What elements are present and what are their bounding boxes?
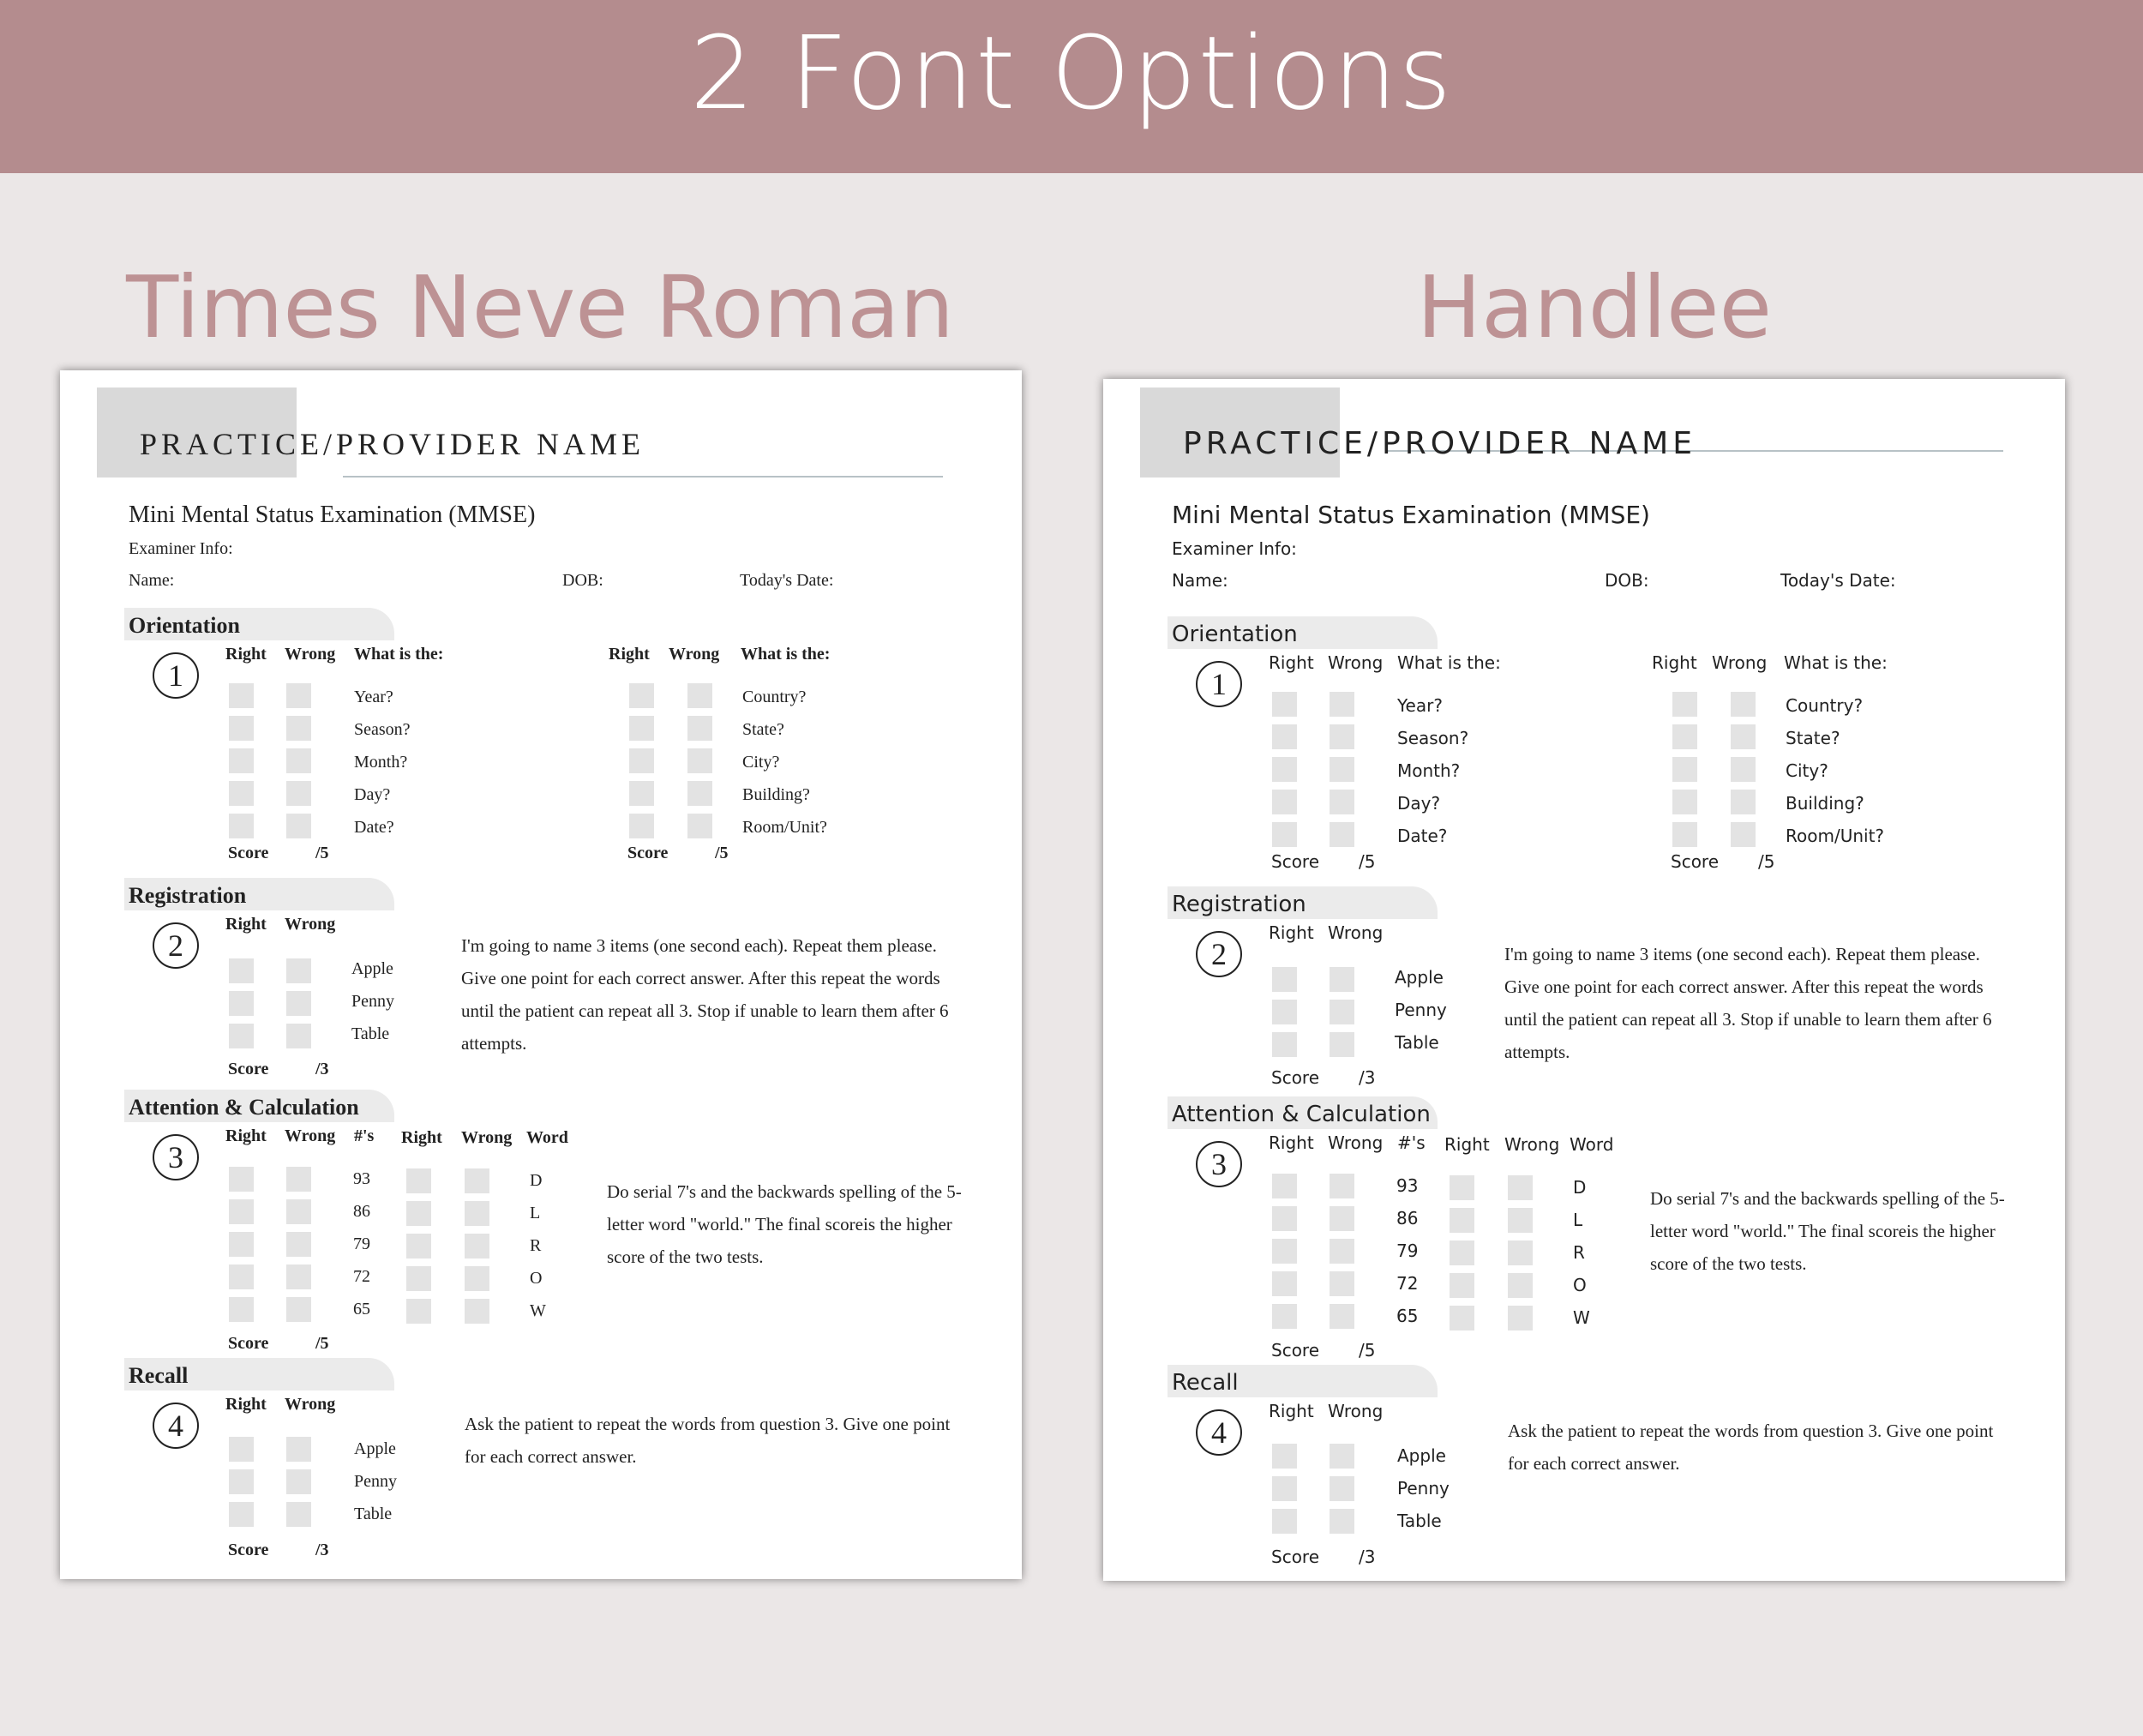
- checkbox: [1272, 757, 1297, 782]
- list-item-letters: R: [530, 1236, 542, 1255]
- date-label: Today's Date:: [1780, 570, 1896, 591]
- col-right: Right: [401, 1128, 442, 1147]
- score-label: Score: [228, 1334, 269, 1353]
- checkbox: [229, 991, 254, 1016]
- checkbox: [1330, 692, 1354, 717]
- list-item-orientation-right: Country?: [742, 688, 807, 706]
- section-heading-attention: Attention & Calculation: [1172, 1102, 1431, 1127]
- section-number-orientation: 1: [1196, 661, 1242, 707]
- list-item-serial: 79: [353, 1234, 370, 1253]
- checkbox: [286, 1297, 311, 1322]
- col-right: Right: [1444, 1134, 1490, 1155]
- col-wrong: Wrong: [1328, 922, 1384, 943]
- checkbox: [629, 781, 654, 806]
- checkbox: [286, 683, 311, 708]
- checkbox: [286, 1437, 311, 1462]
- list-item-recall: Apple: [1397, 1445, 1446, 1466]
- col-right: Right: [225, 1126, 267, 1145]
- checkbox: [687, 716, 712, 741]
- form-preview-handlee: [1103, 379, 2065, 1581]
- list-item-registration: Table: [351, 1024, 390, 1043]
- section-heading-orientation: Orientation: [1172, 622, 1298, 647]
- section-number-recall: 4: [1196, 1409, 1242, 1456]
- score-max: /5: [315, 844, 329, 862]
- col-wrong: Wrong: [1504, 1134, 1560, 1155]
- list-item-orientation-right: Building?: [1786, 793, 1864, 814]
- list-item-orientation-left: Date?: [1397, 826, 1448, 846]
- list-item-orientation-left: Day?: [1397, 793, 1441, 814]
- checkbox: [1272, 822, 1297, 847]
- checkbox: [1731, 724, 1756, 749]
- list-item-orientation-left: Year?: [354, 688, 393, 706]
- col-wrong: Wrong: [285, 645, 336, 664]
- score-max: /5: [1758, 851, 1775, 872]
- score-label: Score: [1271, 851, 1320, 872]
- score-label: Score: [228, 1060, 269, 1078]
- col-wrong: Wrong: [461, 1128, 513, 1147]
- checkbox: [286, 958, 311, 983]
- checkbox: [465, 1299, 489, 1324]
- provider-name: PRACTICE/PROVIDER NAME: [1183, 426, 1696, 461]
- list-item-orientation-left: Month?: [354, 753, 408, 772]
- checkbox: [286, 1199, 311, 1224]
- checkbox: [229, 1297, 254, 1322]
- col-wrong: Wrong: [1712, 652, 1768, 673]
- col-nums: #'s: [354, 1126, 375, 1145]
- registration-instructions: I'm going to name 3 items (one second each). Repeat them please. Give one point for each correct answer. After this repeat the words until the patient can repeat all 3. Stop if unable to learn them after 6 attempts.: [1504, 944, 1992, 1062]
- col-what: What is the:: [741, 645, 831, 664]
- checkbox: [406, 1299, 431, 1324]
- checkbox: [1672, 822, 1697, 847]
- score-max: /3: [1359, 1067, 1376, 1088]
- registration-instructions: I'm going to name 3 items (one second each). Repeat them please. Give one point for each correct answer. After this repeat the words until the patient can repeat all 3. Stop if unable to learn them after 6 attempts.: [461, 935, 949, 1054]
- checkbox: [286, 716, 311, 741]
- col-nums: #'s: [1397, 1132, 1426, 1153]
- list-item-orientation-right: Room/Unit?: [742, 818, 827, 837]
- list-item-serial: 79: [1396, 1240, 1419, 1261]
- list-item-serial: 86: [353, 1202, 370, 1221]
- checkbox: [229, 716, 254, 741]
- list-item-recall: Table: [354, 1505, 393, 1523]
- col-wrong: Wrong: [285, 1126, 336, 1145]
- checkbox: [1508, 1208, 1533, 1233]
- exam-title: Mini Mental Status Examination (MMSE): [1172, 501, 1650, 529]
- list-item-serial: 93: [1396, 1175, 1419, 1196]
- checkbox: [1672, 790, 1697, 814]
- list-item-orientation-left: Month?: [1397, 760, 1461, 781]
- col-what: What is the:: [354, 645, 444, 664]
- score-label: Score: [1671, 851, 1720, 872]
- section-number-recall: 4: [153, 1403, 199, 1449]
- attention-instructions: Do serial 7's and the backwards spelling of the 5-letter word "world." The final scoreis the higher score of the two tests.: [1650, 1188, 2005, 1274]
- checkbox: [629, 814, 654, 838]
- exam-title: Mini Mental Status Examination (MMSE): [129, 502, 536, 528]
- checkbox: [1672, 724, 1697, 749]
- checkbox: [1272, 1476, 1297, 1501]
- checkbox: [229, 1199, 254, 1224]
- checkbox: [406, 1201, 431, 1226]
- list-item-registration: Table: [1395, 1032, 1439, 1053]
- list-item-registration: Penny: [1395, 1000, 1447, 1020]
- col-what: What is the:: [1784, 652, 1888, 673]
- dob-label: DOB:: [562, 571, 603, 590]
- checkbox: [1330, 967, 1354, 992]
- checkbox: [1272, 1174, 1297, 1198]
- list-item-registration: Apple: [351, 959, 393, 978]
- checkbox: [1330, 1239, 1354, 1264]
- checkbox: [286, 1469, 311, 1494]
- checkbox: [1508, 1240, 1533, 1265]
- list-item-registration: Apple: [1395, 967, 1444, 988]
- checkbox: [286, 991, 311, 1016]
- checkbox: [1450, 1175, 1474, 1200]
- checkbox: [406, 1168, 431, 1193]
- checkbox: [1330, 724, 1354, 749]
- score-label: Score: [1271, 1340, 1320, 1361]
- col-wrong: Wrong: [285, 915, 336, 934]
- section-number-attention: 3: [1196, 1141, 1242, 1187]
- banner-title: 2 Font Options: [689, 14, 1454, 132]
- checkbox: [229, 781, 254, 806]
- list-item-recall: Penny: [354, 1472, 397, 1491]
- section-number-orientation: 1: [153, 652, 199, 699]
- checkbox: [1330, 757, 1354, 782]
- list-item-serial: 72: [1396, 1273, 1419, 1294]
- header-banner: [0, 0, 2143, 173]
- checkbox: [1272, 692, 1297, 717]
- section-number-attention: 3: [153, 1134, 199, 1180]
- checkbox: [229, 1437, 254, 1462]
- checkbox: [286, 1232, 311, 1257]
- checkbox: [229, 814, 254, 838]
- checkbox: [1450, 1273, 1474, 1298]
- score-label: Score: [627, 844, 669, 862]
- col-right: Right: [1269, 1132, 1314, 1153]
- checkbox: [629, 748, 654, 773]
- checkbox: [229, 1264, 254, 1289]
- checkbox: [465, 1201, 489, 1226]
- list-item-orientation-left: Season?: [354, 720, 411, 739]
- score-max: /5: [315, 1334, 329, 1353]
- score-max: /3: [315, 1060, 329, 1078]
- col-right: Right: [1652, 652, 1697, 673]
- checkbox: [1508, 1175, 1533, 1200]
- checkbox: [1330, 1509, 1354, 1534]
- score-max: /3: [315, 1541, 329, 1559]
- list-item-letters: D: [1573, 1177, 1587, 1198]
- checkbox: [1272, 967, 1297, 992]
- checkbox: [286, 1167, 311, 1192]
- col-right: Right: [1269, 652, 1314, 673]
- recall-instructions: Ask the patient to repeat the words from question 3. Give one point for each correct answer.: [1508, 1421, 1994, 1474]
- section-number-registration: 2: [153, 922, 199, 969]
- list-item-orientation-right: City?: [1786, 760, 1828, 781]
- section-heading-orientation: Orientation: [129, 613, 240, 638]
- checkbox: [229, 683, 254, 708]
- list-item-letters: W: [530, 1301, 546, 1320]
- checkbox: [465, 1168, 489, 1193]
- list-item-orientation-right: Country?: [1786, 695, 1864, 716]
- checkbox: [1272, 1271, 1297, 1296]
- list-item-serial: 86: [1396, 1208, 1419, 1228]
- checkbox: [1272, 1304, 1297, 1329]
- checkbox: [1330, 1174, 1354, 1198]
- col-wrong: Wrong: [1328, 1132, 1384, 1153]
- list-item-recall: Penny: [1397, 1478, 1450, 1499]
- col-word: Word: [526, 1128, 568, 1147]
- checkbox: [286, 748, 311, 773]
- checkbox: [1272, 1239, 1297, 1264]
- list-item-serial: 93: [353, 1169, 370, 1188]
- list-item-serial: 65: [1396, 1306, 1419, 1326]
- section-heading-registration: Registration: [1172, 892, 1306, 917]
- list-item-serial: 72: [353, 1267, 370, 1286]
- list-item-orientation-right: City?: [742, 753, 780, 772]
- checkbox: [1272, 790, 1297, 814]
- list-item-letters: R: [1573, 1242, 1585, 1263]
- list-item-orientation-right: State?: [1786, 728, 1840, 748]
- checkbox: [406, 1234, 431, 1258]
- checkbox: [1731, 757, 1756, 782]
- checkbox: [1731, 790, 1756, 814]
- section-heading-recall: Recall: [1172, 1370, 1239, 1396]
- checkbox: [1672, 692, 1697, 717]
- col-right: Right: [225, 915, 267, 934]
- checkbox: [1450, 1208, 1474, 1233]
- checkbox: [229, 1502, 254, 1527]
- checkbox: [1272, 1444, 1297, 1469]
- checkbox: [229, 958, 254, 983]
- list-item-orientation-left: Year?: [1397, 695, 1443, 716]
- list-item-letters: L: [530, 1204, 541, 1222]
- col-right: Right: [225, 645, 267, 664]
- checkbox: [229, 1167, 254, 1192]
- section-heading-recall: Recall: [129, 1363, 189, 1388]
- checkbox: [1731, 692, 1756, 717]
- list-item-letters: O: [530, 1269, 543, 1288]
- checkbox: [286, 814, 311, 838]
- checkbox: [1508, 1273, 1533, 1298]
- recall-instructions: Ask the patient to repeat the words from question 3. Give one point for each correct answer.: [465, 1414, 951, 1467]
- checkbox: [286, 781, 311, 806]
- list-item-orientation-left: Season?: [1397, 728, 1469, 748]
- list-item-serial: 65: [353, 1300, 370, 1319]
- checkbox: [1450, 1240, 1474, 1265]
- checkbox: [1330, 1271, 1354, 1296]
- col-right: Right: [609, 645, 650, 664]
- score-label: Score: [228, 1541, 269, 1559]
- provider-name: PRACTICE/PROVIDER NAME: [140, 427, 645, 461]
- score-label: Score: [1271, 1547, 1320, 1567]
- score-max: /5: [715, 844, 729, 862]
- col-wrong: Wrong: [1328, 1401, 1384, 1421]
- checkbox: [286, 1264, 311, 1289]
- checkbox: [1272, 1206, 1297, 1231]
- col-right: Right: [1269, 1401, 1314, 1421]
- examiner-info: Examiner Info:: [1172, 538, 1297, 559]
- col-wrong: Wrong: [285, 1395, 336, 1414]
- checkbox: [687, 748, 712, 773]
- checkbox: [406, 1266, 431, 1291]
- form-preview-times: [60, 370, 1022, 1579]
- list-item-orientation-left: Day?: [354, 785, 391, 804]
- checkbox: [1330, 1000, 1354, 1024]
- checkbox: [229, 1024, 254, 1048]
- list-item-recall: Apple: [354, 1439, 396, 1458]
- col-right: Right: [1269, 922, 1314, 943]
- checkbox: [1450, 1306, 1474, 1331]
- checkbox: [629, 683, 654, 708]
- section-heading-registration: Registration: [129, 883, 247, 908]
- date-label: Today's Date:: [740, 571, 834, 590]
- score-label: Score: [1271, 1067, 1320, 1088]
- checkbox: [1330, 1304, 1354, 1329]
- attention-instructions: Do serial 7's and the backwards spelling of the 5-letter word "world." The final scoreis the higher score of the two tests.: [607, 1181, 962, 1267]
- checkbox: [687, 683, 712, 708]
- checkbox: [1330, 1206, 1354, 1231]
- left-font-label: Times Neve Roman: [126, 257, 954, 357]
- checkbox: [465, 1234, 489, 1258]
- checkbox: [687, 814, 712, 838]
- list-item-orientation-right: Room/Unit?: [1786, 826, 1885, 846]
- dob-label: DOB:: [1605, 570, 1649, 591]
- col-wrong: Wrong: [1328, 652, 1384, 673]
- score-max: /3: [1359, 1547, 1376, 1567]
- checkbox: [1330, 1476, 1354, 1501]
- checkbox: [1672, 757, 1697, 782]
- col-what: What is the:: [1397, 652, 1501, 673]
- checkbox: [629, 716, 654, 741]
- checkbox: [1272, 1509, 1297, 1534]
- list-item-letters: O: [1573, 1275, 1587, 1295]
- checkbox: [1330, 822, 1354, 847]
- checkbox: [687, 781, 712, 806]
- list-item-recall: Table: [1397, 1511, 1442, 1531]
- col-word: Word: [1570, 1134, 1614, 1155]
- list-item-letters: D: [530, 1171, 543, 1190]
- score-max: /5: [1359, 851, 1376, 872]
- list-item-orientation-right: Building?: [742, 785, 810, 804]
- col-right: Right: [225, 1395, 267, 1414]
- checkbox: [1508, 1306, 1533, 1331]
- checkbox: [1330, 1032, 1354, 1057]
- checkbox: [1272, 1000, 1297, 1024]
- checkbox: [286, 1502, 311, 1527]
- score-max: /5: [1359, 1340, 1376, 1361]
- name-label: Name:: [129, 571, 175, 590]
- checkbox: [229, 1469, 254, 1494]
- list-item-orientation-right: State?: [742, 720, 784, 739]
- list-item-letters: W: [1573, 1307, 1590, 1328]
- header-rule: [343, 476, 943, 478]
- section-number-registration: 2: [1196, 931, 1242, 977]
- checkbox: [1330, 790, 1354, 814]
- checkbox: [1272, 1032, 1297, 1057]
- score-label: Score: [228, 844, 269, 862]
- col-wrong: Wrong: [669, 645, 720, 664]
- checkbox: [286, 1024, 311, 1048]
- name-label: Name:: [1172, 570, 1228, 591]
- section-heading-attention: Attention & Calculation: [129, 1095, 359, 1120]
- checkbox: [1731, 822, 1756, 847]
- checkbox: [465, 1266, 489, 1291]
- list-item-orientation-left: Date?: [354, 818, 394, 837]
- examiner-info: Examiner Info:: [129, 539, 233, 558]
- checkbox: [1272, 724, 1297, 749]
- checkbox: [229, 1232, 254, 1257]
- checkbox: [229, 748, 254, 773]
- list-item-letters: L: [1573, 1210, 1583, 1230]
- checkbox: [1330, 1444, 1354, 1469]
- list-item-registration: Penny: [351, 992, 394, 1011]
- right-font-label: Handlee: [1416, 257, 1773, 357]
